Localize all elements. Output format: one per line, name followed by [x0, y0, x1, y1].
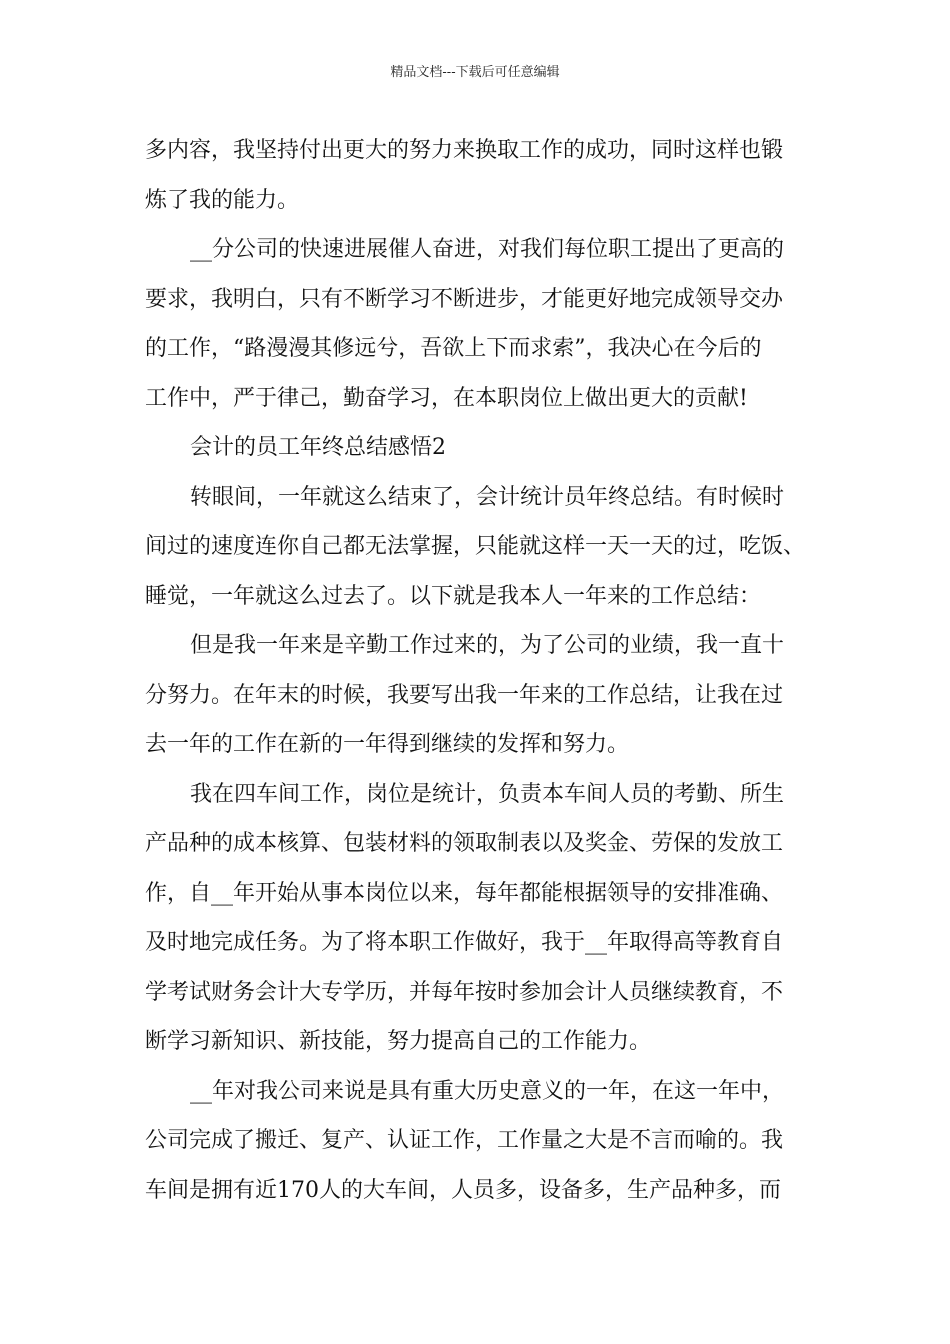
text-line: 作，自__年开始从事本岗位以来，每年都能根据领导的安排准确、 [145, 880, 784, 906]
text-line: 车间是拥有近170人的大车间，人员多，设备多，生产品种多，而 [145, 1177, 781, 1203]
section-heading: 会计的员工年终总结感悟2 [190, 435, 446, 460]
paragraph-start-line: __分公司的快速进展催人奋进，对我们每位职工提出了更高的 [190, 237, 785, 262]
text-line: 炼了我的能力。 [145, 187, 300, 213]
text-line: 及时地完成任务。为了将本职工作做好，我于__年取得高等教育自 [145, 930, 784, 955]
paragraph-start-line: 但是我一年来是辛勤工作过来的，为了公司的业绩，我一直十 [190, 633, 785, 658]
text-line: 公司完成了搬迁、复产、认证工作，工作量之大是不言而喻的。我 [145, 1128, 784, 1153]
text-line: 工作中，严于律己，勤奋学习，在本职岗位上做出更大的贡献! [145, 385, 748, 411]
text-line: 断学习新知识、新技能，努力提高自己的工作能力。 [145, 1029, 652, 1054]
text-line: 间过的速度连你自己都无法掌握，只能就这样一天一天的过，吃饭、 [145, 534, 806, 559]
document-body [145, 126, 825, 1215]
page-header: 精品文档---下载后可任意编辑 [390, 65, 560, 80]
paragraph-start-line: __年对我公司来说是具有重大历史意义的一年，在这一年中， [190, 1078, 785, 1104]
text-line: 睡觉，一年就这么过去了。以下就是我本人一年来的工作总结： [145, 583, 762, 609]
paragraph-start-line: 我在四车间工作，岗位是统计，负责本车间人员的考勤、所生 [190, 781, 785, 807]
paragraph-start-line: 转眼间，一年就这么结束了，会计统计员年终总结。有时候时 [190, 484, 785, 510]
text-line: 多内容，我坚持付出更大的努力来换取工作的成功，同时这样也锻 [145, 138, 784, 163]
text-line: 学考试财务会计大专学历，并每年按时参加会计人员继续教育，不 [145, 979, 784, 1005]
text-line: 分努力。在年末的时候，我要写出我一年来的工作总结，让我在过 [145, 682, 784, 708]
text-line: 要求，我明白，只有不断学习不断进步，才能更好地完成领导交办 [145, 286, 784, 312]
text-line: 去一年的工作在新的一年得到继续的发挥和努力。 [145, 732, 630, 757]
text-line: 的工作，“路漫漫其修远兮，吾欲上下而求索”，我决心在今后的 [145, 336, 762, 361]
text-line: 产品种的成本核算、包装材料的领取制表以及奖金、劳保的发放工 [145, 831, 784, 856]
